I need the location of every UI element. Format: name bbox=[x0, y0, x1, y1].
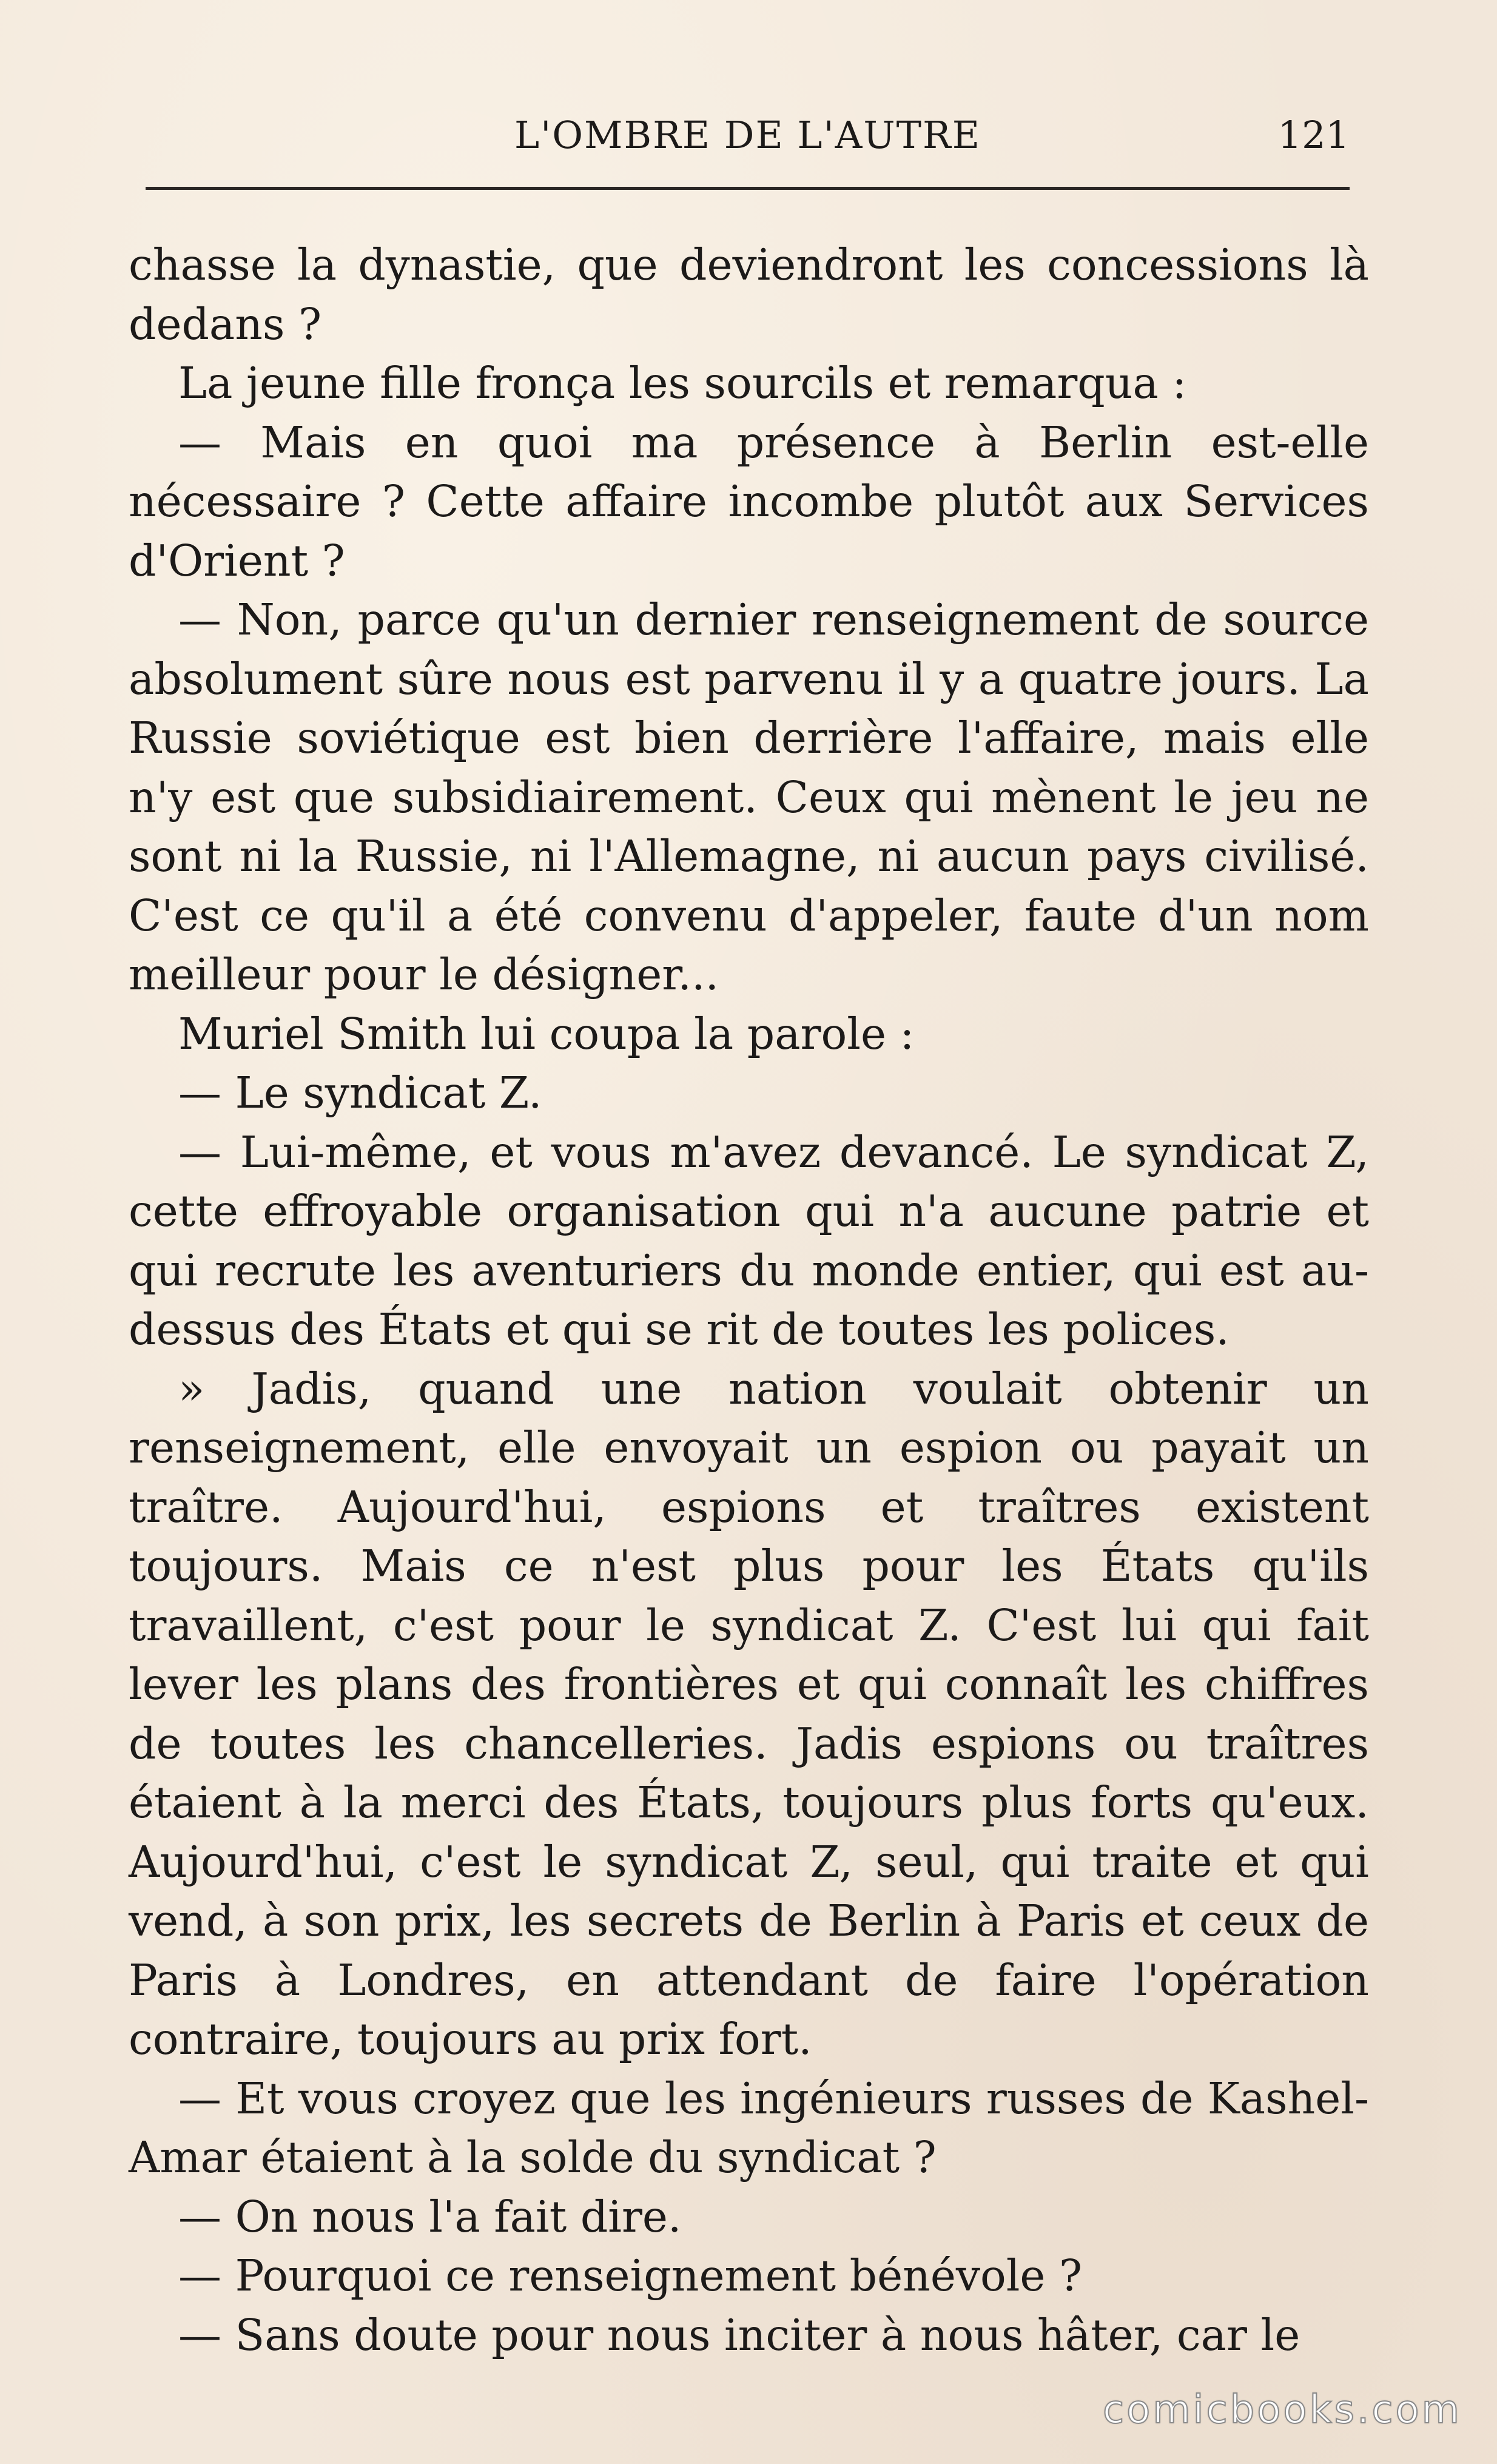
page-number: 121 bbox=[1277, 113, 1350, 157]
body-text bbox=[129, 235, 1369, 2365]
paragraph: chasse la dynastie, que deviendront les concessions là dedans ? bbox=[129, 240, 1369, 349]
running-header bbox=[146, 108, 1350, 163]
paragraph: — Et vous croyez que les ingénieurs russes de Kashel-Amar étaient à la solde du syndicat ? bbox=[129, 2073, 1369, 2183]
paragraph: — Sans doute pour nous inciter à nous hâter, car le bbox=[178, 2309, 1300, 2360]
paragraph: La jeune fille fronça les sourcils et remarqua : bbox=[178, 358, 1187, 408]
paragraph: — On nous l'a fait dire. bbox=[178, 2191, 682, 2242]
running-title: L'OMBRE DE L'AUTRE bbox=[514, 113, 981, 157]
watermark-logo: comicbooks.com bbox=[1102, 2388, 1462, 2432]
paragraph: — Pourquoi ce renseignement bénévole ? bbox=[178, 2250, 1083, 2301]
paragraph: Muriel Smith lui coupa la parole : bbox=[178, 1008, 915, 1059]
paragraph: — Mais en quoi ma présence à Berlin est-elle nécessaire ? Cette affaire incombe plutôt aux Services d'Orient ? bbox=[129, 417, 1369, 586]
paragraph: » Jadis, quand une nation voulait obtenir un renseignement, elle envoyait un espion ou payait un traître. Aujourd'hui, espions et traîtres existent toujours. Mais ce n'est plus pour les États qu'ils travaillent, c'est pour le syndicat Z. C'est lui qui fait lever les plans des frontières et qui connaît les chiffres de toutes les chancelleries. Jadis espions ou traîtres étaient à la merci des États, toujours plus forts qu'eux. Aujourd'hui, c'est le syndicat Z, seul, qui traite et qui vend, à son prix, les secrets de Berlin à Paris et ceux de Paris à Londres, en attendant de faire l'opération contraire, toujours au prix fort. bbox=[129, 1363, 1369, 2064]
paragraph: — Lui-même, et vous m'avez devancé. Le syndicat Z, cette effroyable organisation qui n'a aucune patrie et qui recrute les aventuriers du monde entier, qui est au-dessus des États et qui se rit de toutes les polices. bbox=[129, 1126, 1369, 1355]
paragraph: — Non, parce qu'un dernier renseignement de source absolument sûre nous est parvenu il y a quatre jours. La Russie soviétique est bien derrière l'affaire, mais elle n'y est que subsidiairement. Ceux qui mènent le jeu ne sont ni la Russie, ni l'Allemagne, ni aucun pays civilisé. C'est ce qu'il a été convenu d'appeler, faute d'un nom meilleur pour le désigner... bbox=[129, 594, 1369, 1000]
paragraph: — Le syndicat Z. bbox=[178, 1068, 542, 1118]
header-rule bbox=[146, 187, 1350, 190]
